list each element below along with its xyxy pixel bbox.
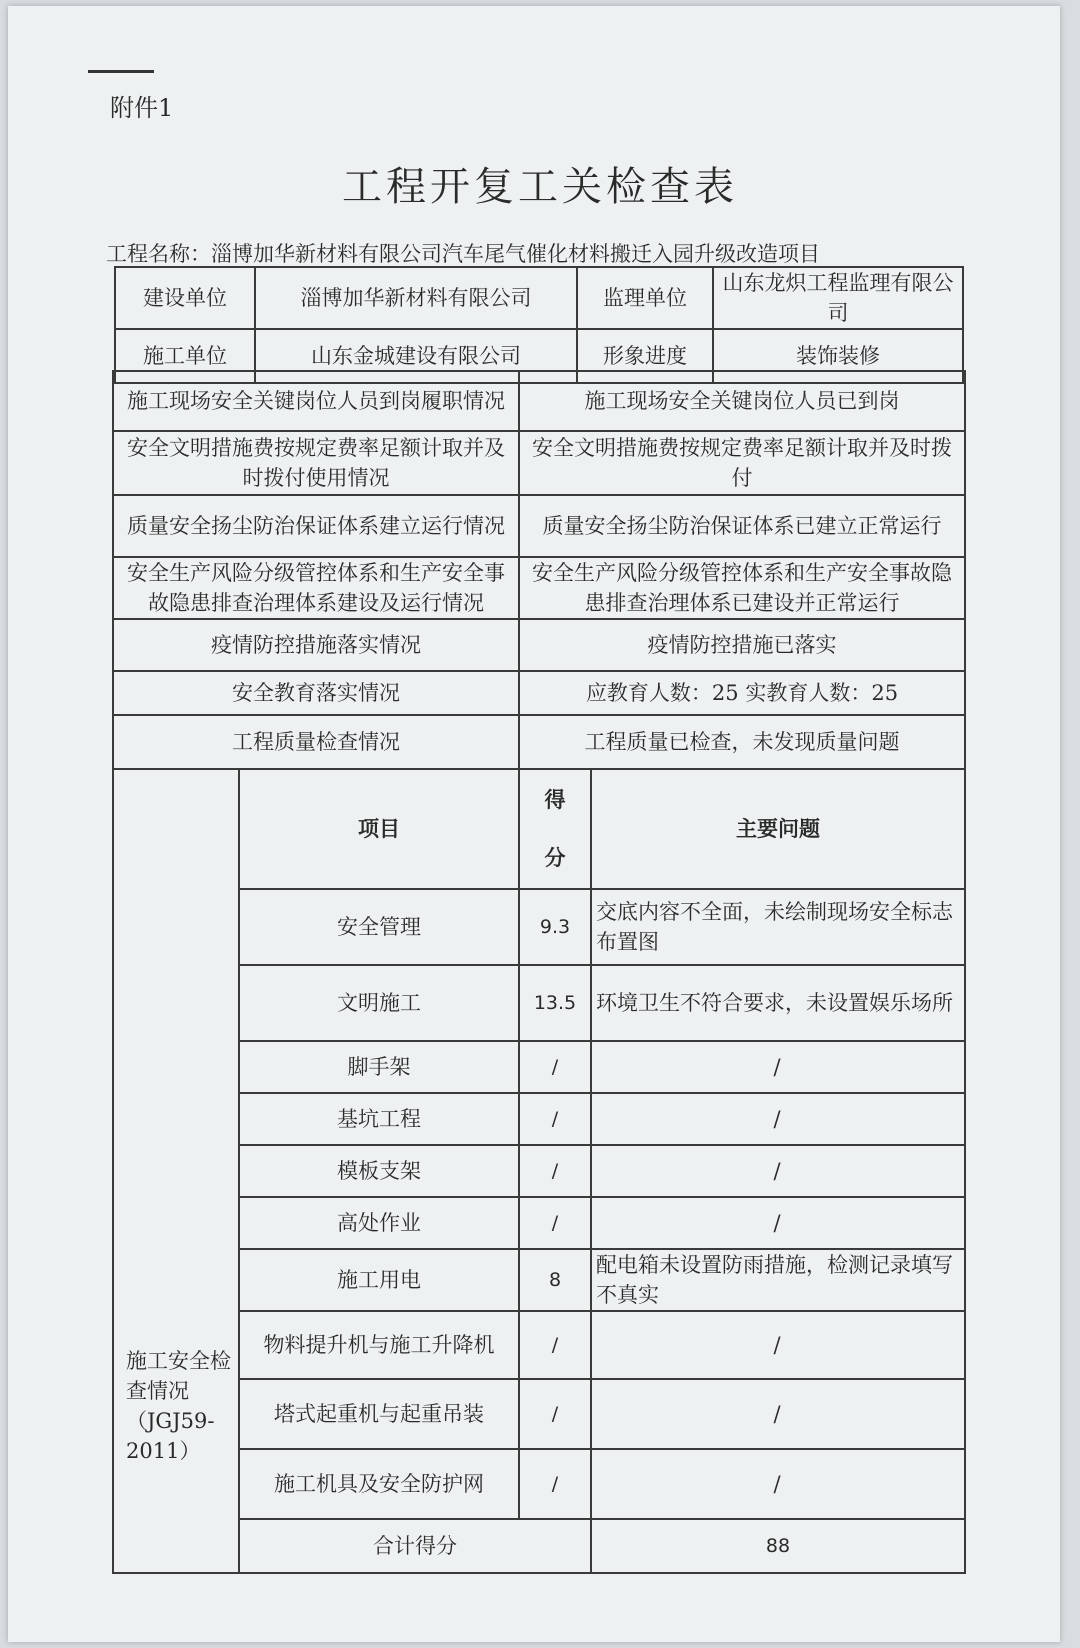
safety-score: 9.3 <box>519 889 591 965</box>
units-table <box>114 266 964 384</box>
table-row <box>113 1145 965 1197</box>
check-row <box>113 671 965 715</box>
supervision-unit-value: 山东龙炽工程监理有限公司 <box>713 267 963 329</box>
safety-problem: / <box>591 1145 965 1197</box>
safety-item: 文明施工 <box>239 965 519 1041</box>
safety-score: / <box>519 1093 591 1145</box>
total-label: 合计得分 <box>239 1519 591 1573</box>
safety-item: 施工机具及安全防护网 <box>239 1449 519 1519</box>
units-row <box>115 267 963 329</box>
check-result: 应教育人数：25 实教育人数：25 <box>519 671 965 715</box>
safety-item: 脚手架 <box>239 1041 519 1093</box>
safety-score: 13.5 <box>519 965 591 1041</box>
safety-item: 物料提升机与施工升降机 <box>239 1311 519 1379</box>
safety-score: / <box>519 1311 591 1379</box>
score-header-bottom: 分 <box>544 846 566 870</box>
table-row <box>113 1041 965 1093</box>
progress-value: 装饰装修 <box>713 329 963 383</box>
check-row <box>113 715 965 769</box>
safety-problem: 交底内容不全面，未绘制现场安全标志布置图 <box>591 889 965 965</box>
safety-problem: / <box>591 1197 965 1249</box>
check-row <box>113 431 965 495</box>
safety-problem: / <box>591 1093 965 1145</box>
construction-unit-label: 建设单位 <box>115 267 255 329</box>
table-row <box>113 965 965 1041</box>
safety-score: / <box>519 1145 591 1197</box>
check-result: 质量安全扬尘防治保证体系已建立正常运行 <box>519 495 965 557</box>
check-result: 工程质量已检查，未发现质量问题 <box>519 715 965 769</box>
col-score-header <box>519 769 591 889</box>
check-row <box>113 557 965 619</box>
supervision-unit-label: 监理单位 <box>577 267 713 329</box>
safety-score: / <box>519 1197 591 1249</box>
total-value: 88 <box>591 1519 965 1573</box>
inspection-table <box>112 370 966 1574</box>
safety-problem: 环境卫生不符合要求，未设置娱乐场所 <box>591 965 965 1041</box>
safety-score: / <box>519 1449 591 1519</box>
check-result: 安全生产风险分级管控体系和生产安全事故隐患排查治理体系已建设并正常运行 <box>519 557 965 619</box>
safety-score: / <box>519 1041 591 1093</box>
page-title: 工程开复工关检查表 <box>342 164 738 210</box>
top-rule <box>88 70 154 73</box>
table-row <box>113 1379 965 1449</box>
score-header-top: 得 <box>544 788 566 812</box>
check-result: 安全文明措施费按规定费率足额计取并及时拨付 <box>519 431 965 495</box>
safety-problem: / <box>591 1379 965 1449</box>
safety-score: 8 <box>519 1249 591 1311</box>
check-item: 安全教育落实情况 <box>113 671 519 715</box>
check-item: 安全生产风险分级管控体系和生产安全事故隐患排查治理体系建设及运行情况 <box>113 557 519 619</box>
safety-problem: / <box>591 1449 965 1519</box>
check-item: 工程质量检查情况 <box>113 715 519 769</box>
check-item: 疫情防控措施落实情况 <box>113 619 519 671</box>
safety-score: / <box>519 1379 591 1449</box>
safety-header-row <box>113 769 965 889</box>
safety-item: 施工用电 <box>239 1249 519 1311</box>
construction-unit-value: 淄博加华新材料有限公司 <box>255 267 577 329</box>
table-row <box>113 1249 965 1311</box>
check-item: 施工现场安全关键岗位人员到岗履职情况 <box>113 371 519 431</box>
check-result: 施工现场安全关键岗位人员已到岗 <box>519 371 965 431</box>
safety-item: 安全管理 <box>239 889 519 965</box>
safety-item: 模板支架 <box>239 1145 519 1197</box>
safety-section-text: 施工安全检查情况（JGJ59-2011） <box>126 1349 231 1463</box>
safety-problem: / <box>591 1041 965 1093</box>
check-row <box>113 495 965 557</box>
col-item-header: 项目 <box>239 769 519 889</box>
table-row <box>113 1093 965 1145</box>
check-item: 安全文明措施费按规定费率足额计取并及时拨付使用情况 <box>113 431 519 495</box>
safety-section-label <box>113 769 239 1573</box>
safety-problem: 配电箱未设置防雨措施，检测记录填写不真实 <box>591 1249 965 1311</box>
table-row <box>113 1311 965 1379</box>
attachment-label: 附件1 <box>110 94 174 122</box>
progress-label: 形象进度 <box>577 329 713 383</box>
table-row <box>113 889 965 965</box>
safety-problem: / <box>591 1311 965 1379</box>
col-problem-header: 主要问题 <box>591 769 965 889</box>
builder-unit-value: 山东金城建设有限公司 <box>255 329 577 383</box>
total-row <box>113 1519 965 1573</box>
safety-item: 基坑工程 <box>239 1093 519 1145</box>
table-row <box>113 1197 965 1249</box>
check-item: 质量安全扬尘防治保证体系建立运行情况 <box>113 495 519 557</box>
check-row <box>113 371 965 431</box>
builder-unit-label: 施工单位 <box>115 329 255 383</box>
project-name: 工程名称：淄博加华新材料有限公司汽车尾气催化材料搬迁入园升级改造项目 <box>106 242 820 266</box>
check-row <box>113 619 965 671</box>
check-result: 疫情防控措施已落实 <box>519 619 965 671</box>
safety-item: 塔式起重机与起重吊装 <box>239 1379 519 1449</box>
table-row <box>113 1449 965 1519</box>
safety-item: 高处作业 <box>239 1197 519 1249</box>
